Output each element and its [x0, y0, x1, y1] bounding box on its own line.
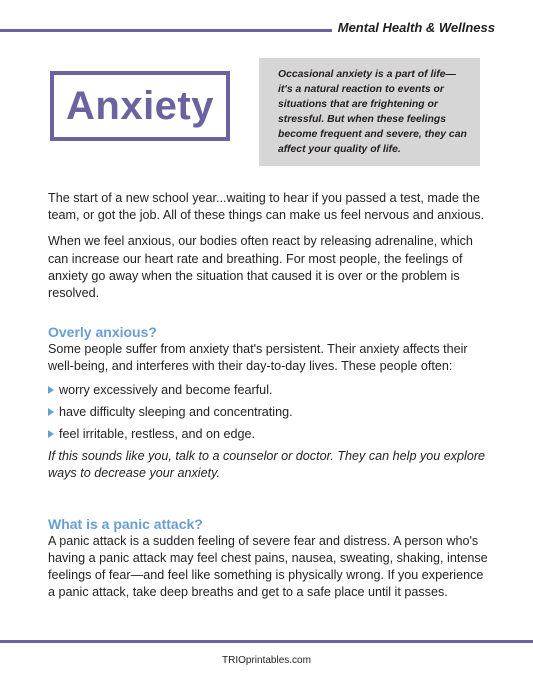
footer-site: TRIOprintables.com [222, 655, 311, 666]
section1-text: Some people suffer from anxiety that's persistent. Their anxiety affects their well-being, and interferes with their day-to-day lives. These people often: [48, 342, 468, 374]
list-item-text: have difficulty sleeping and concentrating. [59, 404, 293, 419]
list-item [48, 404, 488, 421]
list-item [48, 426, 488, 443]
title-box [50, 71, 230, 141]
list-item-text: feel irritable, restless, and on edge. [59, 427, 256, 442]
intro-callout: Occasional anxiety is a part of life—it's a natural reaction to events or situations that are frightening or stressful. But when these feelings become frequent and severe, they can affect your quality of life. [259, 58, 480, 166]
section-heading-panic-attack: What is a panic attack? [48, 515, 203, 532]
intro-paragraph-2: When we feel anxious, our bodies often react by releasing adrenaline, which can increase our heart rate and breathing. For most people, the feelings of anxiety go away when the situation that caused it is over or the problem is resolved. [48, 234, 473, 301]
header-category: Mental Health & Wellness [337, 20, 495, 35]
section2-text: A panic attack is a sudden feeling of severe fear and distress. A person who's having a panic attack may feel chest pains, nausea, sweating, shaking, intense feelings of fear—and feel like something is physically wrong. If you experience a panic attack, take deep breaths and get to a safe place until it passes. [48, 533, 488, 600]
counselor-note: If this sounds like you, talk to a counselor or doctor. They can help you explore ways to decrease your anxiety. [48, 449, 486, 481]
triangle-bullet-icon [48, 386, 54, 394]
article-body [48, 190, 488, 601]
section-heading-overly-anxious: Overly anxious? [48, 324, 157, 341]
top-rule [0, 29, 332, 32]
bottom-rule [0, 640, 533, 643]
page-title: Anxiety [66, 84, 214, 128]
triangle-bullet-icon [48, 408, 54, 416]
intro-paragraph-1: The start of a new school year...waiting to hear if you passed a test, made the team, or got the job. All of these things can make us feel nervous and anxious. [48, 191, 485, 223]
list-item [48, 382, 488, 399]
triangle-bullet-icon [48, 430, 54, 438]
list-item-text: worry excessively and become fearful. [59, 382, 273, 397]
symptom-list [48, 382, 488, 444]
